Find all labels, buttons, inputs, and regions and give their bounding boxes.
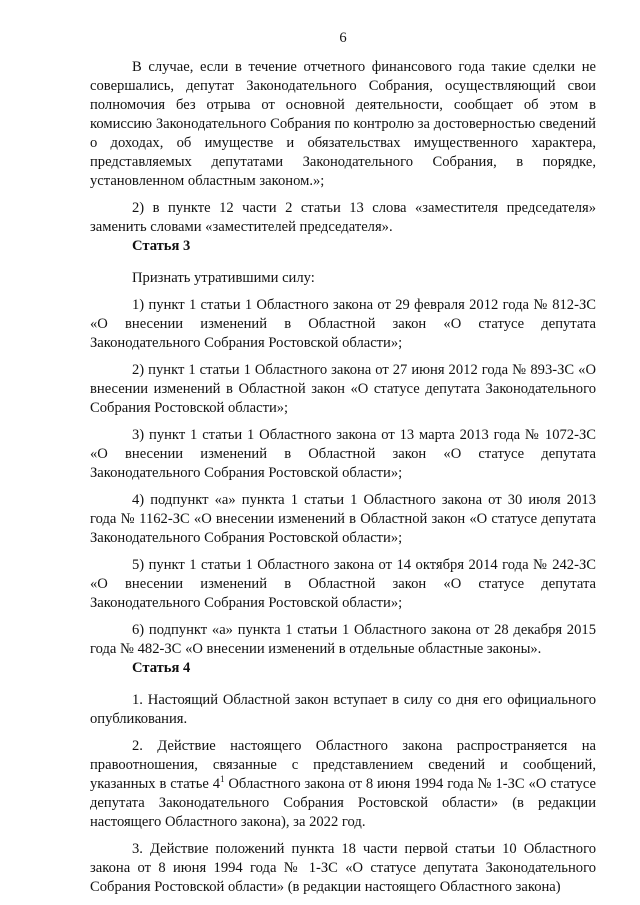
article-4-item-3: 3. Действие положений пункта 18 части первой статьи 10 Областного закона от 8 июня 1994 года № 1-ЗС «О статусе депутата Законодательного Собрания Ростовской области» (в редакции настоящего Областного закона): [90, 841, 596, 895]
paragraph-reporting-clause: В случае, если в течение отчетного финансового года такие сделки не совершались, депутат Законодательного Собрания, осуществляющий свои полномочия без отрыва от основной деятельности, сообщает об этом в комиссию Законодательного Собрания по контролю за достоверностью сведений о доходах, об имуществе и обязательствах имущественного характера, представляемых депутатами Законодательного Собрания, в порядке, установленном областным законом.»;: [90, 59, 596, 189]
article-4-item-2-text-start: 2. Действие настоящего Областного закона распространяется на правоотношения, связанные с представлением сведений и сообщений, указанных в статье 4: [90, 738, 596, 792]
repeal-item-5: 5) пункт 1 статьи 1 Областного закона от 14 октября 2014 года № 242-ЗС «О внесении изменений в Областной закон «О статусе депутата Законодательного Собрания Ростовской области»;: [90, 557, 596, 611]
superscript-1: 1: [220, 774, 225, 785]
repeal-item-1: 1) пункт 1 статьи 1 Областного закона от 29 февраля 2012 года № 812-ЗС «О внесении изменений в Областной закон «О статусе депутата Законодательного Собрания Ростовской области»;: [90, 297, 596, 351]
article-4-item-1: 1. Настоящий Областной закон вступает в силу со дня его официального опубликования.: [90, 692, 596, 727]
repeal-item-3: 3) пункт 1 статьи 1 Областного закона от 13 марта 2013 года № 1072-ЗС «О внесении изменений в Областной закон «О статусе депутата Законодательного Собрания Ростовской области»;: [90, 427, 596, 481]
document-body: [90, 58, 596, 897]
article-3-heading: Статья 3: [132, 238, 191, 254]
article-4-heading: Статья 4: [132, 660, 191, 676]
article-4-item-2: [90, 737, 596, 832]
repeal-item-4: 4) подпункт «а» пункта 1 статьи 1 Областного закона от 30 июля 2013 года № 1162-ЗС «О внесении изменений в Областной закон «О статусе депутата Законодательного Собрания Ростовской области»;: [90, 492, 596, 546]
paragraph-amendment-2: 2) в пункте 12 части 2 статьи 13 слова «заместителя председателя» заменить словами «заместителей председателя».: [90, 200, 596, 235]
repeal-item-2: 2) пункт 1 статьи 1 Областного закона от 27 июня 2012 года № 893-ЗС «О внесении изменений в Областной закон «О статусе депутата Законодательного Собрания Ростовской области»;: [90, 362, 596, 416]
article-4-item-2-text-end: Областного закона от 8 июня 1994 года № 1-ЗС «О статусе депутата Законодательного Собрания Ростовской области» (в редакции настоящего Областного закона), за 2022 год.: [90, 776, 596, 830]
page-number: 6: [339, 30, 347, 46]
paragraph-repeal-intro: Признать утратившими силу:: [132, 270, 315, 286]
repeal-item-6: 6) подпункт «а» пункта 1 статьи 1 Областного закона от 28 декабря 2015 года № 482-ЗС «О внесении изменений в отдельные областные законы».: [90, 622, 596, 657]
